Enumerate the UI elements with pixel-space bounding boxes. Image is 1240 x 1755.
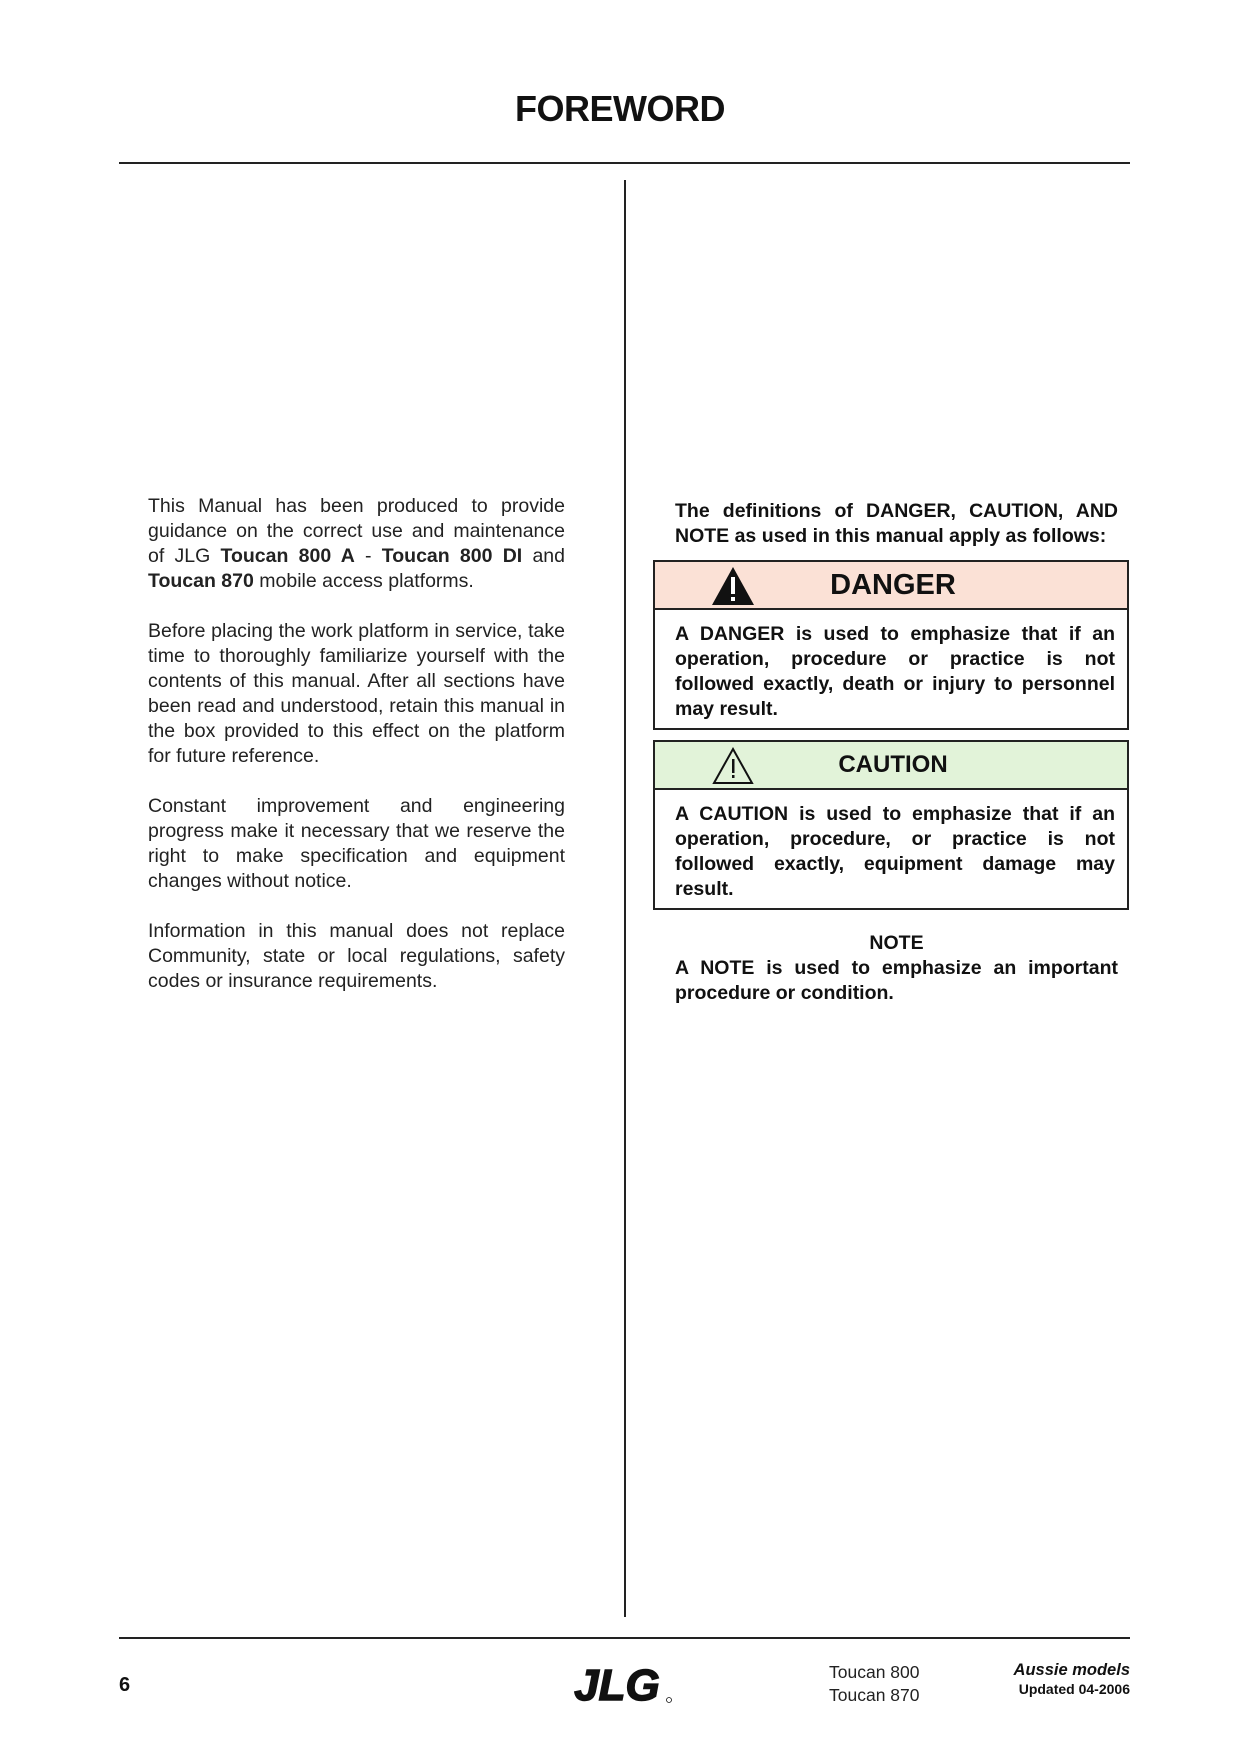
foreword-text xyxy=(148,494,565,1019)
footer-edition xyxy=(1014,1660,1130,1698)
jlg-logo xyxy=(565,1662,675,1706)
intro-text-end: mobile access platforms. xyxy=(253,570,474,592)
definitions-intro: The definitions of DANGER, CAUTION, AND NOTE as used in this manual apply as follows: xyxy=(675,500,1118,547)
regulations-paragraph: Information in this manual does not replace Community, state or local regulations, safety codes or insurance requirements. xyxy=(148,920,565,992)
updated-date: Updated 04-2006 xyxy=(1018,1681,1130,1697)
model-name: Toucan 800 A xyxy=(220,545,355,567)
note-text: A NOTE is used to emphasize an important procedure or condition. xyxy=(675,957,1118,1004)
caution-box xyxy=(653,740,1129,910)
model-line: Toucan 870 xyxy=(829,1685,920,1705)
edition-label: Aussie models xyxy=(1013,1661,1130,1679)
caution-title: CAUTION xyxy=(838,751,948,778)
improvement-paragraph: Constant improvement and engineering progress make it necessary that we reserve the right to make specification and equipment changes without notice. xyxy=(148,795,565,892)
danger-header xyxy=(655,562,1127,610)
page-title: FOREWORD xyxy=(515,88,725,129)
model-name: Toucan 870 xyxy=(148,570,254,592)
column-divider xyxy=(624,180,626,1617)
conjunction-text: and xyxy=(522,545,565,567)
definitions-column xyxy=(653,499,1129,1006)
header-rule xyxy=(119,162,1130,164)
caution-text: A CAUTION is used to emphasize that if an operation, procedure, or practice is not followed exactly, equipment damage may result. xyxy=(675,803,1115,900)
jlg-logo-text: JLG xyxy=(574,1662,660,1706)
page-number: 6 xyxy=(119,1674,131,1696)
separator-text: - xyxy=(354,545,382,567)
danger-text: A DANGER is used to emphasize that if an operation, procedure or practice is not followed exactly, death or injury to personnel may result. xyxy=(675,623,1115,720)
model-line: Toucan 800 xyxy=(829,1662,920,1682)
familiarize-paragraph: Before placing the work platform in service, take time to thoroughly familiarize yourself with the contents of this manual. After all sections have been read and understood, retain this manual in the box provided to this effect on the platform for future reference. xyxy=(148,620,565,767)
intro-text-start: This Manual has been produced to provide guidance on the correct use and maintenance of JLG xyxy=(148,495,565,567)
danger-box xyxy=(653,560,1129,730)
danger-title: DANGER xyxy=(830,569,956,601)
footer-rule xyxy=(119,1637,1130,1639)
note-block xyxy=(675,931,1118,1006)
note-title: NOTE xyxy=(869,932,924,954)
caution-header xyxy=(655,742,1127,790)
model-name: Toucan 800 DI xyxy=(381,545,523,567)
intro-paragraph xyxy=(148,494,565,594)
footer-models xyxy=(829,1661,920,1707)
